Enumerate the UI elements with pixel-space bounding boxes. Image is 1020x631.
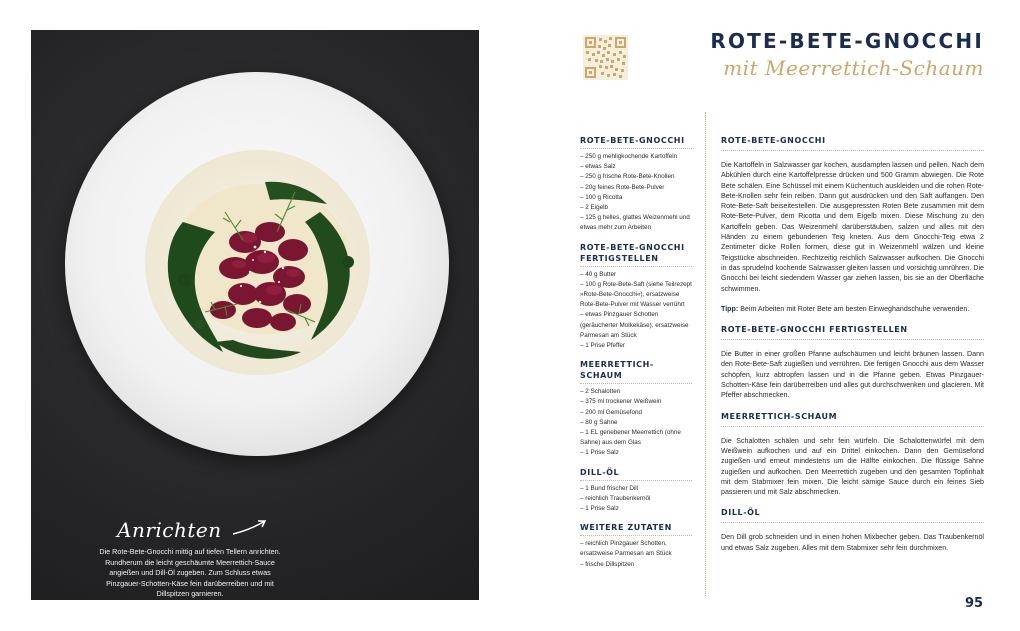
gnocchi-and-dill-oil [65,72,449,456]
ingredient-item: – 2 Eigelb [580,204,609,212]
ingredient-item: – etwas Salz [580,163,616,171]
ingredient-item: – 1 Prise Salz [580,449,619,457]
ingredient-item: – 375 ml trockener Weißwein [580,398,662,406]
anrichten-text: Die Rote-Bete-Gnocchi mittig auf tiefen Tellern anrichten. Rundherum die leicht geschäumte Meerrettich-Sauce angießen und Dill-Öl zugeben. Zum Schluss etwas Pinzgauer-Schotten-Käse fein darüberreiben und mit Dillspitzen garnieren. [99,547,281,598]
ingredient-item: – 40 g Butter [580,270,617,278]
ingredient-item: – 125 g helles, glattes Weizenmehl und etwas mehr zum Arbeiten [580,214,690,232]
ingredient-item: – 100 g Ricotta [580,193,623,201]
rule [580,480,692,481]
tip-text: Beim Arbeiten mit Roter Bete am besten Einweghandschuhe verwenden. [738,304,970,313]
qr-code-icon[interactable] [583,35,628,80]
method-heading: ROTE-BETE-GNOCCHI FERTIGSTELLEN [721,325,908,335]
method-column [721,135,984,563]
recipe-subtitle: mit Meerrettich-Schaum [723,56,984,80]
ingredient-item: – 1 Prise Salz [580,505,619,513]
ingredient-item: – 1 Bund frischer Dill [580,484,639,492]
ingredient-item: – 200 ml Gemüsefond [580,408,642,416]
tip-paragraph [721,304,984,314]
ingredient-item: – 1 EL geriebener Meerrettich (ohne Sahne) aus dem Glas [580,429,681,447]
ingredient-item: – etwas Pinzgauer Schotten (geräucherter Molkekäse), ersatzweise Parmesan am Stück [580,311,689,339]
ingredients-column [580,135,695,578]
ingredient-item: – 250 g frische Rote-Bete-Knollen [580,173,675,181]
ingredient-item: – 20g feines Rote-Bete-Pulver [580,183,665,191]
ingredient-heading: ROTE-BETE-GNOCCHI FERTIGSTELLEN [580,242,685,263]
ingredient-heading: MEERRETTICH-SCHAUM [580,360,654,381]
anrichten-title: Anrichten [117,518,222,542]
ingredient-item: – frische Dillspitzen [580,560,635,568]
method-heading: DILL-ÖL [721,508,761,518]
rule [580,148,692,149]
ingredient-section [580,467,695,515]
column-divider [705,112,706,596]
rule [580,266,692,267]
ingredient-section [580,135,695,234]
tip-label: Tipp: [721,304,739,313]
ingredient-section [580,242,695,352]
ingredient-item: – reichlich Pinzgauer Schotten, ersatzweise Parmesan am Stück [580,540,672,558]
rule [721,150,984,151]
dish-photo [31,30,479,600]
method-paragraph: Die Schalotten schälen und sehr fein würfeln. Die Schalottenwürfel mit dem Weißwein aufkochen und auf ein Drittel einkochen. Dann den Gemüsefond zugießen und erneut mindestens um die Hälfte einkochen. Die flüssige Sahne zugießen und aufkochen. Den Meerrettich zugeben und den gesamten Topfinhalt mit dem Stabmixer fein mixen. Die leicht sämige Sauce durch ein feines Sieb passieren und mit Salz abschmecken. [721,436,984,497]
recipe-title: ROTE-BETE-GNOCCHI [710,29,984,53]
method-paragraph: Den Dill grob schneiden und in einen hohen Mixbecher geben. Das Traubenkernöl und etwas Salz zugeben. Alles mit dem Stabmixer sehr fein durchmixen. [721,533,984,552]
method-heading: MEERRETTICH-SCHAUM [721,411,838,421]
rule [721,522,984,523]
ingredient-item: – 2 Schalotten [580,388,621,396]
ingredient-heading: ROTE-BETE-GNOCCHI [580,136,685,145]
plate [65,72,449,456]
method-paragraph: Die Butter in einer großen Pfanne aufschäumen und leicht bräunen lassen. Dann den Rote-Bete-Saft zugießen und verrühren. Die fertigen Gnocchi aus dem Wasser schöpfen, kurz abtropfen lassen und in die Pfanne geben. Etwas Pinzgauer-Schotten-Käse fein darüberreiben und alles gut durchschwenken und glacieren. Mit Pfeffer abschmecken. [721,350,984,400]
page-number: 95 [965,596,984,611]
ingredient-item: – 100 g Rote-Bete-Saft (siehe Teilrezept »Rote-Bete-Gnocchi«), ersatzweise Rote-Bete-Pulver mit Wasser verrührt [580,280,692,309]
method-heading: ROTE-BETE-GNOCCHI [721,136,826,145]
ingredient-section [580,522,695,570]
ingredient-item: – 250 g mehligkochende Kartoffeln [580,153,678,160]
rule [580,383,692,384]
ingredient-item: – 1 Prise Pfeffer [580,342,626,350]
ingredient-section [580,359,695,458]
ingredient-heading: WEITERE ZUTATEN [580,523,672,533]
rule [721,339,984,340]
rule [721,426,984,427]
ingredient-heading: DILL-ÖL [580,467,620,477]
ingredient-item: – 80 g Sahne [580,418,618,426]
method-paragraph: Die Kartoffeln in Salzwasser gar kochen, ausdampfen lassen und pellen. Nach dem Abkühlen durch eine Kartoffelpresse drücken und 500 Gramm abwiegen. Die Rote Bete schälen. Eine Schüssel mit einem Küchentuch auskleiden und die rohen Rote-Bete-Knollen sehr fein reiben. Dann gut ausdrücken und den Saft auffangen. Den Rote-Bete-Saft beiseitestellen. Die ausgepressten Roten Bete zusammen mit dem Rote-Bete-Pulver, dem Ricotta und dem Eigelb mixen. Diese Mischung zu den Kartoffeln geben. Das Weizenmehl darüberstäuben, salzen und alles mit den Händen zu einem gebundenen Teig kneten. Aus dem Gnocchi-Teig etwa 2 Zentimeter dicke Rollen formen, diese gut in Weizenmehl wälzen und kleine Teigstücke abschneiden. Rechtzeitig reichlich Salzwasser aufkochen. Die Gnocchi in das sprudelnd kochende Salzwasser gleiten lassen und vorsichtig umrühren. Die Gnocchi bei leicht siedendem Wasser gar ziehen lassen, bis sie an der Oberfläche schwimmen. [721,161,984,293]
arrow-icon [231,517,271,537]
ingredient-item: – reichlich Traubenkernöl [580,494,651,502]
rule [580,535,692,536]
